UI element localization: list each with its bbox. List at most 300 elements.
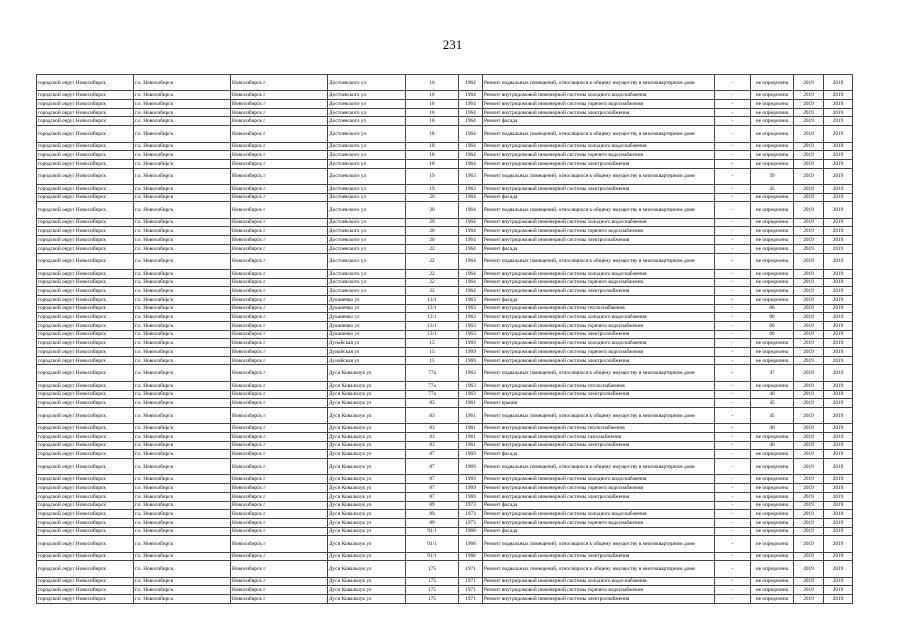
plan-year-cell: 2019 [794,322,824,331]
street-cell: Достоевского ул [328,142,406,151]
volume-cell: не определена [751,75,794,91]
volume-cell: не определена [751,356,794,365]
street-cell: Дуси Ковальчук ул [328,424,406,433]
house-cell: 15 [406,356,459,365]
district-cell: городской округ Новосибирск [37,227,134,236]
year-cell: 1973 [459,518,483,527]
cost-cell: - [715,253,751,269]
cost-cell: - [715,313,751,322]
volume-cell: не определена [751,269,794,278]
table-row [37,330,853,339]
cost-cell: - [715,287,751,296]
volume-cell: не определена [751,595,794,604]
municipality-cell: г.о. Новосибирск [134,432,231,441]
page-number: 231 [442,37,463,52]
year-cell: 1969 [459,356,483,365]
district-cell: городской округ Новосибирск [37,492,134,501]
locality-cell: Новосибирск г [231,184,328,193]
completion-year-cell: 2019 [824,552,853,561]
year-cell: 1964 [459,193,483,202]
table-row [37,313,853,322]
year-cell: 1963 [459,381,483,390]
work-type-cell: Ремонт подвальных помещений, относящихся к общему имуществу в многоквартирном доме [483,407,715,423]
volume-cell: не определена [751,432,794,441]
work-type-cell: Ремонт внутридомовой инженерной системы горячего водоснабжения [483,227,715,236]
house-cell: 91/1 [406,527,459,536]
district-cell: городской округ Новосибирск [37,168,134,184]
municipality-cell: г.о. Новосибирск [134,313,231,322]
completion-year-cell: 2019 [824,126,853,142]
plan-year-cell: 2019 [794,501,824,510]
year-cell: 1968 [459,552,483,561]
year-cell: 1963 [459,313,483,322]
year-cell: 1961 [459,432,483,441]
plan-year-cell: 2019 [794,142,824,151]
year-cell: 1973 [459,510,483,519]
municipality-cell: г.о. Новосибирск [134,450,231,459]
completion-year-cell: 2019 [824,287,853,296]
table-row [37,424,853,433]
locality-cell: Новосибирск г [231,475,328,484]
completion-year-cell: 2019 [824,577,853,586]
year-cell: 1963 [459,365,483,381]
work-type-cell: Ремонт внутридомовой инженерной системы горячего водоснабжения [483,348,715,357]
completion-year-cell: 2019 [824,484,853,493]
volume-cell: не определена [751,561,794,577]
district-cell: городской округ Новосибирск [37,91,134,100]
house-cell: 175 [406,561,459,577]
locality-cell: Новосибирск г [231,202,328,218]
year-cell: 1969 [459,348,483,357]
work-type-cell: Ремонт внутридомовой инженерной системы электроснабжения [483,159,715,168]
district-cell: городской округ Новосибирск [37,561,134,577]
district-cell: городской округ Новосибирск [37,399,134,408]
plan-year-cell: 2019 [794,75,824,91]
repair-register-table [36,74,853,604]
cost-cell: - [715,577,751,586]
locality-cell: Новосибирск г [231,244,328,253]
locality-cell: Новосибирск г [231,269,328,278]
house-cell: 16 [406,100,459,109]
work-type-cell: Ремонт внутридомовой инженерной системы электроснабжения [483,108,715,117]
street-cell: Дунайская ул [328,356,406,365]
completion-year-cell: 2019 [824,510,853,519]
district-cell: городской округ Новосибирск [37,390,134,399]
cost-cell: - [715,278,751,287]
cost-cell: - [715,330,751,339]
work-type-cell: Ремонт подвальных помещений, относящихся к общему имуществу в многоквартирном доме [483,365,715,381]
house-cell: 16 [406,75,459,91]
locality-cell: Новосибирск г [231,159,328,168]
district-cell: городской округ Новосибирск [37,450,134,459]
cost-cell: - [715,151,751,160]
completion-year-cell: 2019 [824,202,853,218]
plan-year-cell: 2019 [794,365,824,381]
house-cell: 15 [406,339,459,348]
completion-year-cell: 2019 [824,151,853,160]
plan-year-cell: 2019 [794,595,824,604]
locality-cell: Новосибирск г [231,126,328,142]
work-type-cell: Ремонт внутридомовой инженерной системы электроснабжения [483,184,715,193]
completion-year-cell: 2019 [824,527,853,536]
volume-cell: не определена [751,278,794,287]
district-cell: городской округ Новосибирск [37,151,134,160]
completion-year-cell: 2019 [824,432,853,441]
district-cell: городской округ Новосибирск [37,518,134,527]
table-row [37,348,853,357]
completion-year-cell: 2019 [824,330,853,339]
cost-cell: - [715,227,751,236]
completion-year-cell: 2019 [824,117,853,126]
cost-cell: - [715,218,751,227]
volume-cell: не определена [751,484,794,493]
table-row [37,168,853,184]
volume-cell: 45 [751,407,794,423]
street-cell: Достоевского ул [328,269,406,278]
street-cell: Дуси Ковальчук ул [328,459,406,475]
district-cell: городской округ Новосибирск [37,552,134,561]
municipality-cell: г.о. Новосибирск [134,322,231,331]
locality-cell: Новосибирск г [231,304,328,313]
street-cell: Достоевского ул [328,184,406,193]
street-cell: Достоевского ул [328,126,406,142]
table-row [37,518,853,527]
year-cell: 1964 [459,91,483,100]
district-cell: городской округ Новосибирск [37,330,134,339]
street-cell: Достоевского ул [328,218,406,227]
cost-cell: - [715,586,751,595]
locality-cell: Новосибирск г [231,381,328,390]
municipality-cell: г.о. Новосибирск [134,527,231,536]
work-type-cell: Ремонт внутридомовой инженерной системы теплоснабжения [483,424,715,433]
year-cell: 1971 [459,561,483,577]
table-row [37,365,853,381]
table-row [37,151,853,160]
house-cell: 83 [406,407,459,423]
completion-year-cell: 2019 [824,407,853,423]
street-cell: Достоевского ул [328,151,406,160]
volume-cell: не определена [751,227,794,236]
work-type-cell: Ремонт крыши [483,399,715,408]
completion-year-cell: 2019 [824,399,853,408]
house-cell: 83 [406,424,459,433]
district-cell: городской округ Новосибирск [37,218,134,227]
volume-cell: 80 [751,322,794,331]
completion-year-cell: 2019 [824,193,853,202]
work-type-cell: Ремонт внутридомовой инженерной системы холодного водоснабжения [483,91,715,100]
table-row [37,142,853,151]
locality-cell: Новосибирск г [231,552,328,561]
cost-cell: - [715,202,751,218]
volume-cell: не определена [751,117,794,126]
street-cell: Дуси Ковальчук ул [328,390,406,399]
locality-cell: Новосибирск г [231,218,328,227]
locality-cell: Новосибирск г [231,450,328,459]
work-type-cell: Ремонт фасада [483,244,715,253]
volume-cell: 45 [751,184,794,193]
work-type-cell: Ремонт внутридомовой инженерной системы электроснабжения [483,390,715,399]
plan-year-cell: 2019 [794,424,824,433]
cost-cell: - [715,501,751,510]
table-row [37,218,853,227]
table-row [37,432,853,441]
work-type-cell: Ремонт подвальных помещений, относящихся к общему имуществу в многоквартирном доме [483,561,715,577]
municipality-cell: г.о. Новосибирск [134,492,231,501]
year-cell: 1969 [459,450,483,459]
cost-cell: - [715,184,751,193]
volume-cell: 80 [751,330,794,339]
house-cell: 22 [406,278,459,287]
plan-year-cell: 2019 [794,552,824,561]
municipality-cell: г.о. Новосибирск [134,287,231,296]
year-cell: 1963 [459,184,483,193]
plan-year-cell: 2019 [794,527,824,536]
volume-cell: не определена [751,142,794,151]
street-cell: Достоевского ул [328,168,406,184]
street-cell: Дуканенко ул [328,322,406,331]
plan-year-cell: 2019 [794,348,824,357]
cost-cell: - [715,518,751,527]
table-row [37,441,853,450]
completion-year-cell: 2019 [824,424,853,433]
plan-year-cell: 2019 [794,287,824,296]
municipality-cell: г.о. Новосибирск [134,126,231,142]
municipality-cell: г.о. Новосибирск [134,168,231,184]
year-cell: 1971 [459,595,483,604]
municipality-cell: г.о. Новосибирск [134,518,231,527]
municipality-cell: г.о. Новосибирск [134,577,231,586]
year-cell: 1964 [459,287,483,296]
completion-year-cell: 2019 [824,390,853,399]
house-cell: 91/1 [406,552,459,561]
work-type-cell: Ремонт подвальных помещений, относящихся к общему имуществу в многоквартирном доме [483,168,715,184]
year-cell: 1971 [459,577,483,586]
year-cell: 1964 [459,159,483,168]
district-cell: городской округ Новосибирск [37,424,134,433]
plan-year-cell: 2019 [794,577,824,586]
plan-year-cell: 2019 [794,399,824,408]
street-cell: Дуси Ковальчук ул [328,577,406,586]
municipality-cell: г.о. Новосибирск [134,202,231,218]
locality-cell: Новосибирск г [231,536,328,552]
house-cell: 22 [406,269,459,278]
locality-cell: Новосибирск г [231,339,328,348]
volume-cell: не определена [751,108,794,117]
locality-cell: Новосибирск г [231,142,328,151]
plan-year-cell: 2019 [794,536,824,552]
house-cell: 89 [406,518,459,527]
plan-year-cell: 2019 [794,484,824,493]
district-cell: городской округ Новосибирск [37,475,134,484]
municipality-cell: г.о. Новосибирск [134,100,231,109]
street-cell: Дуканенко ул [328,313,406,322]
volume-cell: 47 [751,365,794,381]
cost-cell: - [715,339,751,348]
district-cell: городской округ Новосибирск [37,142,134,151]
work-type-cell: Ремонт внутридомовой инженерной системы электроснабжения [483,236,715,245]
completion-year-cell: 2019 [824,356,853,365]
district-cell: городской округ Новосибирск [37,527,134,536]
plan-year-cell: 2019 [794,91,824,100]
completion-year-cell: 2019 [824,313,853,322]
municipality-cell: г.о. Новосибирск [134,253,231,269]
work-type-cell: Ремонт внутридомовой инженерной системы теплоснабжения [483,304,715,313]
district-cell: городской округ Новосибирск [37,253,134,269]
completion-year-cell: 2019 [824,381,853,390]
table-row [37,552,853,561]
cost-cell: - [715,459,751,475]
municipality-cell: г.о. Новосибирск [134,117,231,126]
plan-year-cell: 2019 [794,236,824,245]
street-cell: Достоевского ул [328,287,406,296]
cost-cell: - [715,510,751,519]
completion-year-cell: 2019 [824,441,853,450]
volume-cell: 45 [751,399,794,408]
year-cell: 1964 [459,75,483,91]
table-row [37,339,853,348]
locality-cell: Новосибирск г [231,399,328,408]
house-cell: 13/1 [406,313,459,322]
municipality-cell: г.о. Новосибирск [134,295,231,304]
municipality-cell: г.о. Новосибирск [134,407,231,423]
cost-cell: - [715,322,751,331]
municipality-cell: г.о. Новосибирск [134,227,231,236]
street-cell: Дунайская ул [328,348,406,357]
cost-cell: - [715,91,751,100]
plan-year-cell: 2019 [794,339,824,348]
plan-year-cell: 2019 [794,518,824,527]
municipality-cell: г.о. Новосибирск [134,142,231,151]
year-cell: 1961 [459,441,483,450]
plan-year-cell: 2019 [794,510,824,519]
year-cell: 1963 [459,295,483,304]
cost-cell: - [715,450,751,459]
street-cell: Достоевского ул [328,253,406,269]
volume-cell: не определена [751,339,794,348]
table-row [37,193,853,202]
locality-cell: Новосибирск г [231,432,328,441]
municipality-cell: г.о. Новосибирск [134,356,231,365]
house-cell: 87 [406,484,459,493]
municipality-cell: г.о. Новосибирск [134,193,231,202]
cost-cell: - [715,441,751,450]
street-cell: Дуси Ковальчук ул [328,510,406,519]
year-cell: 1969 [459,459,483,475]
work-type-cell: Ремонт внутридомовой инженерной системы электроснабжения [483,356,715,365]
completion-year-cell: 2019 [824,227,853,236]
municipality-cell: г.о. Новосибирск [134,278,231,287]
table-row [37,561,853,577]
volume-cell: не определена [751,244,794,253]
locality-cell: Новосибирск г [231,577,328,586]
work-type-cell: Ремонт внутридомовой инженерной системы холодного водоснабжения [483,269,715,278]
plan-year-cell: 2019 [794,193,824,202]
year-cell: 1969 [459,484,483,493]
district-cell: городской округ Новосибирск [37,75,134,91]
volume-cell: 80 [751,313,794,322]
work-type-cell: Ремонт внутридомовой инженерной системы горячего водоснабжения [483,322,715,331]
locality-cell: Новосибирск г [231,595,328,604]
street-cell: Дуси Ковальчук ул [328,381,406,390]
cost-cell: - [715,168,751,184]
plan-year-cell: 2019 [794,407,824,423]
district-cell: городской округ Новосибирск [37,381,134,390]
house-cell: 83 [406,441,459,450]
cost-cell: - [715,399,751,408]
district-cell: городской округ Новосибирск [37,510,134,519]
year-cell: 1971 [459,586,483,595]
street-cell: Достоевского ул [328,227,406,236]
volume-cell: 40 [751,390,794,399]
plan-year-cell: 2019 [794,313,824,322]
completion-year-cell: 2019 [824,586,853,595]
district-cell: городской округ Новосибирск [37,202,134,218]
cost-cell: - [715,475,751,484]
completion-year-cell: 2019 [824,100,853,109]
locality-cell: Новосибирск г [231,484,328,493]
district-cell: городской округ Новосибирск [37,126,134,142]
plan-year-cell: 2019 [794,184,824,193]
cost-cell: - [715,390,751,399]
table-row [37,381,853,390]
volume-cell: не определена [751,100,794,109]
volume-cell: не определена [751,151,794,160]
table-row [37,475,853,484]
table-row [37,244,853,253]
year-cell: 1964 [459,218,483,227]
work-type-cell: Ремонт внутридомовой инженерной системы горячего водоснабжения [483,586,715,595]
volume-cell: не определена [751,577,794,586]
house-cell: 18 [406,142,459,151]
plan-year-cell: 2019 [794,441,824,450]
district-cell: городской округ Новосибирск [37,304,134,313]
table-row [37,278,853,287]
locality-cell: Новосибирск г [231,561,328,577]
municipality-cell: г.о. Новосибирск [134,159,231,168]
table-row [37,100,853,109]
cost-cell: - [715,75,751,91]
municipality-cell: г.о. Новосибирск [134,269,231,278]
work-type-cell: Ремонт внутридомовой инженерной системы горячего водоснабжения [483,484,715,493]
volume-cell: не определена [751,295,794,304]
district-cell: городской округ Новосибирск [37,348,134,357]
volume-cell: не определена [751,159,794,168]
volume-cell: не определена [751,253,794,269]
year-cell: 1964 [459,142,483,151]
year-cell: 1964 [459,202,483,218]
municipality-cell: г.о. Новосибирск [134,424,231,433]
table-row [37,595,853,604]
table-row [37,184,853,193]
table-row [37,91,853,100]
year-cell: 1964 [459,126,483,142]
street-cell: Дуси Ковальчук ул [328,432,406,441]
volume-cell: не определена [751,193,794,202]
completion-year-cell: 2019 [824,269,853,278]
locality-cell: Новосибирск г [231,459,328,475]
completion-year-cell: 2019 [824,518,853,527]
house-cell: 20 [406,202,459,218]
plan-year-cell: 2019 [794,159,824,168]
completion-year-cell: 2019 [824,501,853,510]
plan-year-cell: 2019 [794,168,824,184]
house-cell: 22 [406,287,459,296]
volume-cell: не определена [751,202,794,218]
district-cell: городской округ Новосибирск [37,501,134,510]
street-cell: Дуканенко ул [328,330,406,339]
completion-year-cell: 2019 [824,295,853,304]
cost-cell: - [715,527,751,536]
